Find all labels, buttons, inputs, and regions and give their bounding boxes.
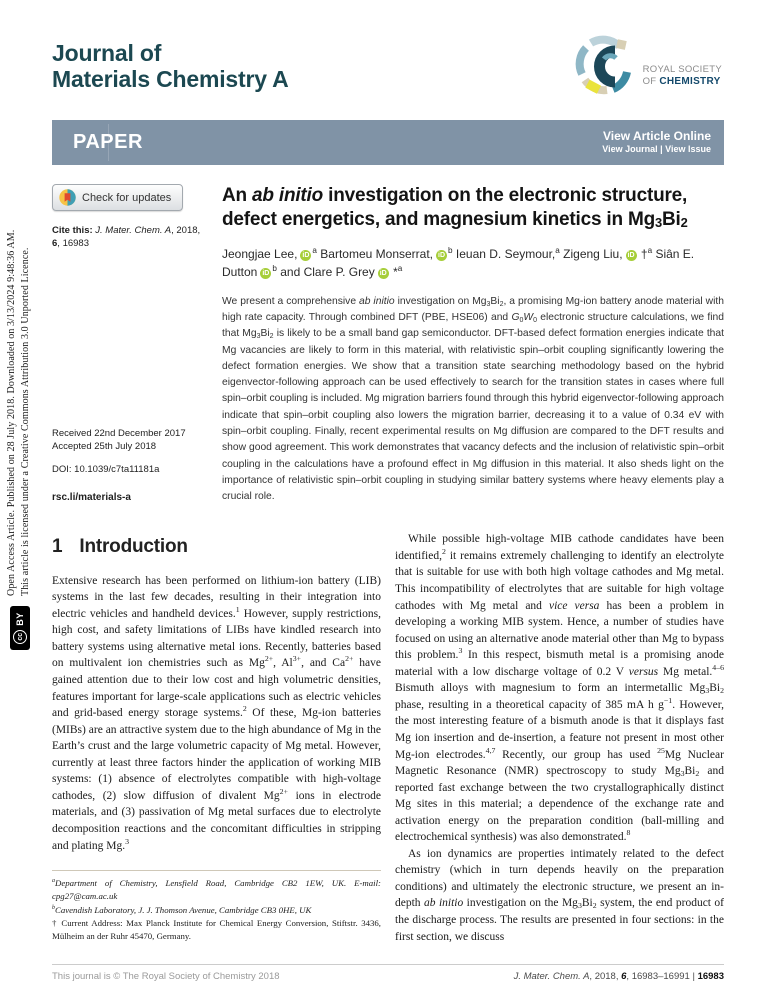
section-heading-introduction [52, 533, 381, 560]
received-date: Received 22nd December 2017 [52, 427, 186, 439]
open-access-note: Open Access Article. Published on 28 July 2018. Downloaded on 3/13/2024 9:48:36 AM. [6, 229, 17, 596]
article-meta-column [52, 184, 222, 505]
footnote-dagger: † Current Address: Max Planck Institute for Chemical Energy Conversion, Stiftstr. 3436, Mülheim an der Ruhr 45470, Germany. [52, 918, 381, 942]
open-access-strip [0, 0, 48, 1000]
intro-paragraph: Extensive research has been performed on lithium-ion battery (LIB) systems in the last few decades, resulting in their integration into electric vehicles and handheld devices.$^1$ However, supply restrictions, high cost, and safety limitations of LIBs have kindled research into battery systems using alternative metal ions. Recently, batteries based on multivalent ion chemistries such as $Mg^{2+}$, $Al^{3+}$, and $Ca^{2+}$ have gained attention due to their low cost and high volumetric densities, features important for large-scale applications such as electric vehicles and grid-based energy storage systems.$^2$ Of these, Mg-ion batteries (MIBs) are an attractive system due to the high abundance of Mg in the Earth’s crust and the large volumetric capacity of Mg metal. However, currently at least three factors hinder the application of working MIB systems: (1) absence of electrolytes compatible with high-voltage cathodes, (2) slow diffusion of divalent $Mg^{2+}$ ions in electrode materials, and (3) passivation of Mg metal surfaces due to electrolyte decomposition reactions and the concomitant difficulties in stripping and plating Mg.$^3$ [52, 574, 381, 852]
rsc-logo [573, 34, 722, 105]
rsc-logo-text [643, 51, 722, 88]
footnotes [52, 877, 381, 943]
received-accepted [52, 427, 208, 506]
author-list: Jeongjae Lee, $iD^a$ Bartomeu Monserrat, $iD^b$ Ieuan D. Seymour,$^a$ Zigeng Liu, iD †$^a$ Siân E. Dutton $iD^b$ and Clare P. Grey iD *$^a$ [222, 245, 695, 279]
orcid-icon[interactable]: iD [438, 251, 445, 259]
journal-title-line2: Materials Chemistry A [52, 65, 289, 92]
view-journal-issue-links[interactable]: View Journal | View Issue [602, 144, 711, 155]
abstract: We present a comprehensive ab initio investigation on $Mg_3Bi_2$, a promising Mg-ion battery anode material with high rate capacity. Through combined DFT (PBE, HSE06) and $G_0W_0$ electronic structure calculations, we find that $Mg_3Bi_2$ is likely to be a small band gap semiconductor. DFT-based defect formation energies indicate that Mg vacancies are likely to form in this material, with relativistic spin–orbit coupling significantly lowering the defect formation energies. We show that a transition state searching methodology based on the hybrid eigenvector-following approach can be used effectively to search for the transition states in cases where full spin–orbit coupling is included. Mg migration barriers found through this hybrid eigenvector-following approach indicate that spin–orbit coupling also lowers the migration barrier, decreasing it to a value of 0.34 eV with spin–orbit coupling. Finally, recent experimental results on Mg diffusion are compared to the DFT results and show good agreement. This work demonstrates that vacancy defects and the inclusion of relativistic spin–orbit coupling in the calculations have a profound effect in Mg diffusion in this material. It also sheds light on the importance of relativistic spin–orbit coupling in studying similar battery systems where heavy elements play a crucial role. [222, 295, 724, 503]
masthead [52, 0, 724, 105]
body-column-right [395, 531, 724, 945]
orcid-icon[interactable]: iD [379, 269, 387, 277]
rsc-text-line1: ROYAL SOCIETY [642, 64, 722, 76]
body-paragraph: As ion dynamics are properties intimately related to the defect chemistry (which in turn depends heavily on the preparation conditions) and ultimately the electronic structure, we present an in-depth ab initio investigation on the $Mg_3Bi_2$ system, the end product of the discharge process. The results are presented in four sections: in the first section, we discuss [395, 847, 725, 943]
orcid-icon[interactable]: iD [627, 251, 635, 259]
doi: DOI: 10.1039/c7ta11181a [52, 464, 160, 476]
cc-by-label: BY [15, 612, 25, 626]
article-type-label: PAPER [73, 131, 143, 153]
crossmark-icon [59, 189, 76, 206]
article-title: An ab initio investigation on the electronic structure, defect energetics, and magnesium kinetics in $Mg_3Bi_2$ [222, 185, 688, 230]
journal-title-line1: Journal of [52, 40, 162, 66]
journal-title [52, 40, 289, 92]
body-column-left [52, 531, 381, 945]
section-title: Introduction [79, 536, 188, 558]
footnote-b: $^b$Cavendish Laboratory, J. J. Thomson Avenue, Cambridge CB3 0HE, UK [52, 904, 312, 915]
license-note: This article is licensed under a Creative Commons Attribution 3.0 Unported Licence. [20, 247, 31, 596]
view-article-online-link[interactable]: View Article Online [602, 128, 711, 143]
footnote-rule [52, 870, 381, 871]
body-paragraph: While possible high-voltage MIB cathode candidates have been identified,$^2$ it remains extremely challenging to identify an electrolyte that is suitable for use with both high voltage cathodes and Mg metal. This incompatibility of electrolytes that are suitable for high voltage cathodes with Mg metal and vice versa has been a problem in developing a working MIB system. Hence, a number of studies have focused on using an alternative anode material other than Mg to bypass this problem.$^3$ In this respect, bismuth metal is a promising anode material with a low discharge voltage of 0.2 V versus Mg metal.$^{4-6}$ Bismuth alloys with magnesium to form an intermetallic $Mg_3Bi_2$ phase, resulting in a theoretical capacity of 385 mA h $g^{-1}$. However, the most interesting feature of a bismuth anode is that it displays fast Mg ion insertion and de-insertion, a feature not present in most other Mg-ion electrodes.$^{4,7}$ Recently, our group has used $^{25}$Mg Nuclear Magnetic Resonance (NMR) spectroscopy to study $Mg_3Bi_2$ and reported fast exchange between the two crystallographically distinct Mg sites in this material; a dependence of the exchange rate and activation energy on the preparation condition (ball-milling and electrochemical synthesis) was also demonstrated.$^8$ [395, 533, 725, 844]
paper-banner [52, 120, 724, 165]
rsc-logo-icon [573, 34, 637, 105]
footer-copyright: This journal is © The Royal Society of Chemistry 2018 [52, 971, 280, 982]
orcid-icon[interactable]: iD [302, 251, 310, 259]
footnote-a: $^a$Department of Chemistry, Lensfield Road, Cambridge CB2 1EW, UK. E-mail: cpg27@cam.ac.uk [52, 878, 381, 901]
rsc-text-line2: OF CHEMISTRY [642, 76, 721, 87]
section-number: 1 [52, 536, 63, 558]
cite-this: Cite this: J. Mater. Chem. A, 2018, 6, 16983 [52, 225, 201, 250]
orcid-icon[interactable]: iD [262, 269, 270, 277]
cc-by-badge [10, 606, 30, 650]
page-footer [52, 964, 724, 982]
journal-site: rsc.li/materials-a [52, 491, 131, 503]
footer-rule [52, 964, 724, 965]
banner-divider [108, 124, 109, 161]
accepted-date: Accepted 25th July 2018 [52, 441, 157, 453]
footer-citation-page: J. Mater. Chem. A, 2018, 6, 16983–16991 | 16983 [513, 971, 724, 982]
check-for-updates-button[interactable] [52, 184, 183, 211]
check-for-updates-label: Check for updates [82, 191, 172, 204]
cc-icon: cc [13, 630, 27, 644]
